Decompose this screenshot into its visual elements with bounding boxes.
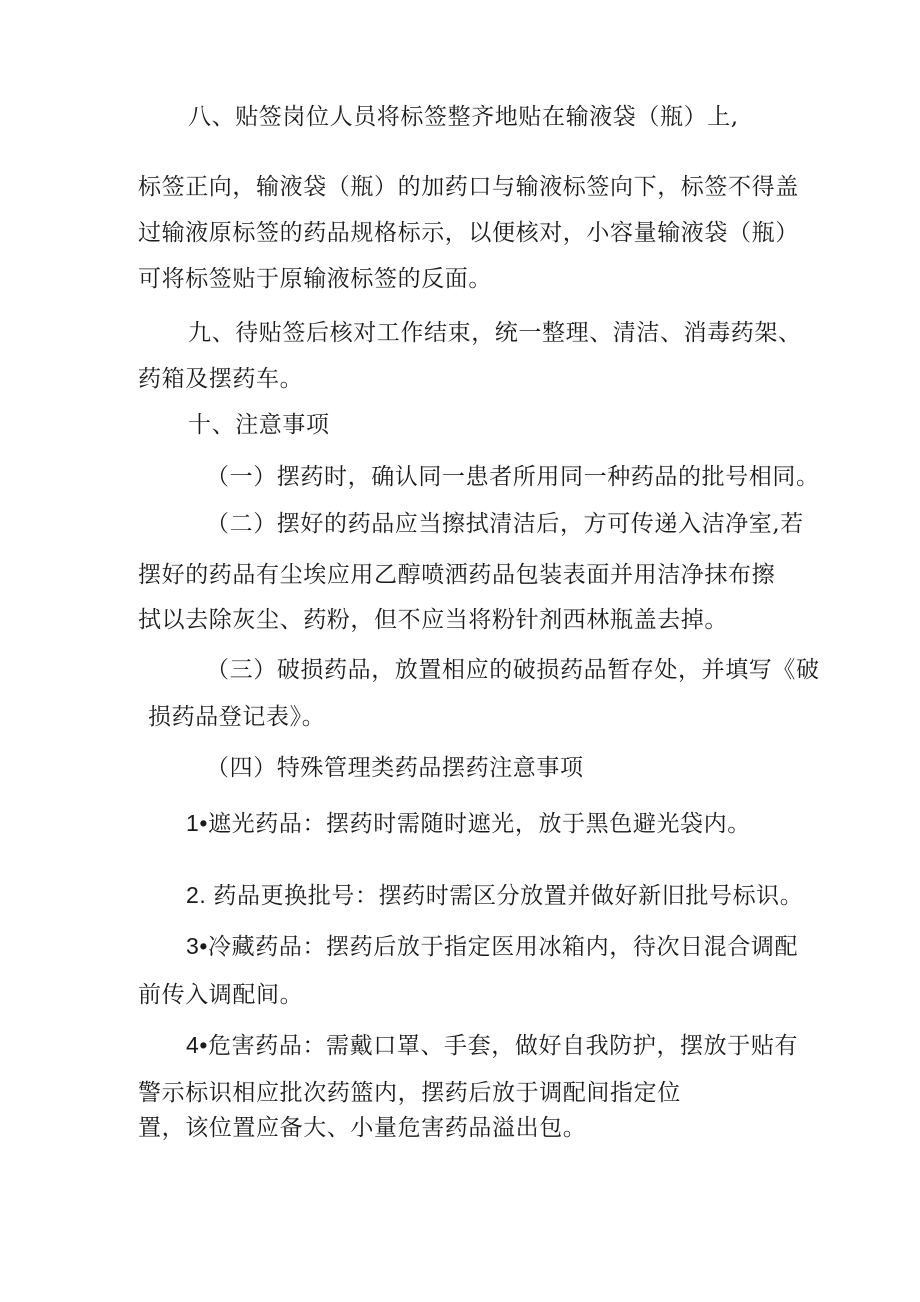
item-3-line-1: （三）破损药品，放置相应的破损药品暂存处，并填写《破	[206, 657, 820, 683]
paragraph-8-line-3: 过输液原标签的药品规格标示，以便核对，小容量输液袋（瓶）	[138, 220, 799, 246]
item-1-line-1: （一）摆药时，确认同一患者所用同一种药品的批号相同。	[206, 464, 820, 490]
paragraph-8-line-4: 可将标签贴于原输液标签的反面。	[138, 266, 492, 292]
paragraph-9-line-2: 药箱及摆药车。	[138, 366, 304, 392]
item-2-line-3: 拭以去除灰尘、药粉，但不应当将粉针剂西林瓶盖去掉。	[138, 607, 728, 633]
special-item-2: 2. 药品更换批号：摆药时需区分放置并做好新旧批号标识。	[186, 882, 804, 908]
special-item-4-line-3: 置，该位置应备大、小量危害药品溢出包。	[138, 1115, 587, 1141]
item-3-line-2: 损药品登记表》。	[148, 704, 326, 730]
special-item-4-line-1: 4•危害药品：需戴口罩、手套，做好自我防护，摆放于贴有	[186, 1032, 799, 1058]
special-item-3-line-1: 3•冷藏药品：摆药后放于指定医用冰箱内，待次日混合调配	[186, 933, 799, 959]
special-item-3-line-2: 前传入调配间。	[138, 982, 304, 1008]
paragraph-8-line-1: 八、贴签岗位人员将标签整齐地贴在输液袋（瓶）上,	[188, 104, 739, 130]
item-2-line-2: 摆好的药品有尘埃应用乙醇喷洒药品包装表面并用洁净抹布擦	[138, 562, 776, 588]
special-item-1: 1•遮光药品：摆药时需随时遮光，放于黑色避光袋内。	[186, 810, 751, 836]
section-10-heading: 十、注意事项	[188, 412, 330, 438]
paragraph-9-line-1: 九、待贴签后核对工作结束，统一整理、清洁、消毒药架、	[188, 320, 802, 346]
item-4-heading: （四）特殊管理类药品摆药注意事项	[206, 755, 584, 781]
special-item-4-line-2: 警示标识相应批次药篮内，摆药后放于调配间指定位	[138, 1080, 681, 1106]
paragraph-8-line-2: 标签正向，输液袋（瓶）的加药口与输液标签向下，标签不得盖	[138, 174, 799, 200]
item-2-line-1: （二）摆好的药品应当擦拭清洁后，方可传递入洁净室,若	[206, 511, 804, 537]
